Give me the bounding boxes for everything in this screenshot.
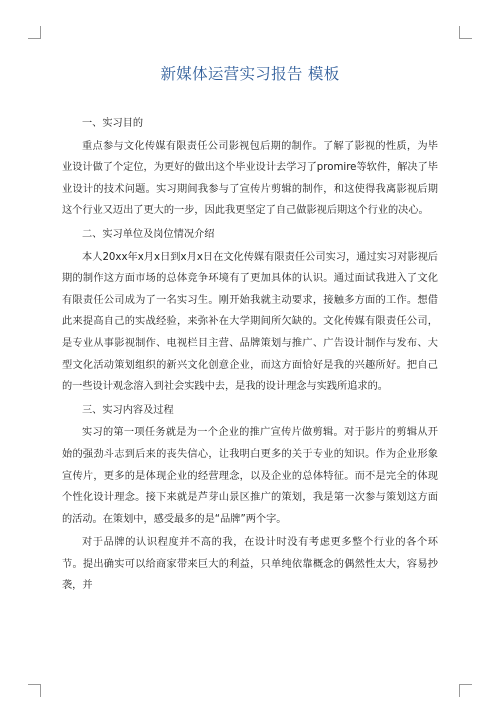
section-heading-purpose: 一、实习目的 [82, 118, 144, 129]
crop-mark-top-right [459, 26, 472, 39]
document-title: 新媒体运营实习报告 模板 [160, 65, 340, 83]
document-body [62, 113, 438, 597]
section-paragraph-company: 本人20xx年x月x日到x月x日在文化传媒有限责任公司实习，通过实习对影视后期的制作这方面市场的总体竞争环境有了更加具体的认识。通过面试我进入了文化有限责任公司成为了一名实习生。刚开始我就主动要求，接触多方面的工作。想借此来提高自己的实战经验，来弥补在大学期间所欠缺的。文化传媒有限责任公司，是专业从事影视制作、电视栏目主营、品牌策划与推广、广告设计制作与发布、大型文化活动策划组织的新兴文化创意企业，而这方面恰好是我的兴趣所好。把自己的一些设计观念溶入到社会实践中去，是我的设计理念与实践所追求的。 [62, 251, 438, 393]
section-paragraph-purpose: 重点参与文化传媒有限责任公司影视包后期的制作。了解了影视的性质，为毕业设计做了个定位，为更好的做出这个毕业设计去学习了promire等软件，解决了毕业设计的技术问题。实习期间我参与了宣传片剪辑的制作，和这使得我离影视后期这个行业又迈出了更大的一步，因此我更坚定了自己做影视后期这个行业的决心。 [62, 140, 438, 217]
section-paragraph-content-1: 实习的第一项任务就是为一个企业的推广宣传片做剪辑。对于影片的剪辑从开始的强劲斗志到后来的丧失信心，让我明白更多的关于专业的知识。作为企业形象宣传片，更多的是体现企业的经营理念，以及企业的总体特征。而不是完全的体现个性化设计理念。接下来就是芦芽山景区推广的策划，我是第一次参与策划这方面的活动。在策划中，感受最多的是“品牌”两个字。 [62, 427, 438, 525]
section-paragraph-content-2: 对于品牌的认识程度并不高的我，在设计时没有考虑更多整个行业的各个环节。提出确实可以给商家带来巨大的利益，只单纯依靠概念的偶然性太大，容易抄袭，并 [62, 537, 438, 592]
crop-mark-top-left [28, 26, 41, 39]
section-heading-company: 二、实习单位及岗位情况介绍 [82, 228, 215, 240]
crop-mark-bottom-left [28, 684, 41, 697]
section-heading-content: 三、实习内容及过程 [82, 404, 174, 416]
crop-mark-bottom-right [459, 684, 472, 697]
